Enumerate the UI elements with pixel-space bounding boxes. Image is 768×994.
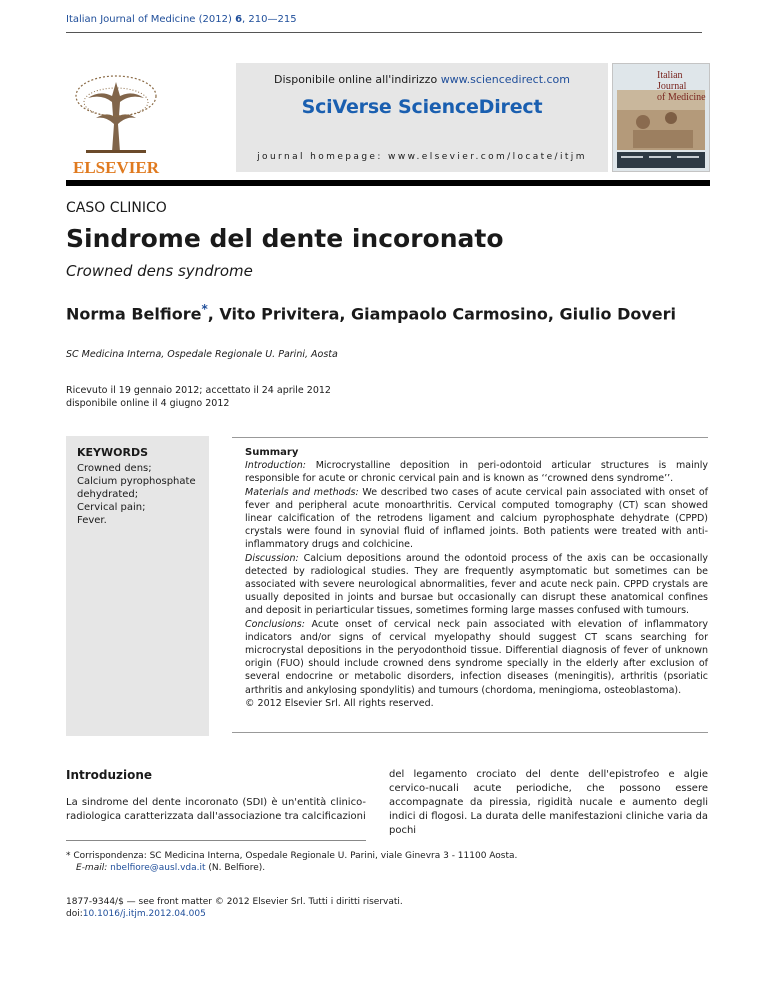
availability-line — [236, 73, 608, 86]
citation-pages: , 210—215 — [242, 14, 297, 25]
abstract-discussion-label: Discussion: — [245, 552, 299, 564]
email-suffix: (N. Belfiore). — [205, 863, 266, 873]
email-line — [66, 862, 706, 874]
cover-title — [657, 70, 707, 103]
sciencedirect-banner — [236, 63, 608, 172]
elsevier-wordmark: ELSEVIER — [73, 158, 159, 176]
abstract-methods-text: We described two cases of acute cervical pain associated with onset of fever and peripheral acute monoarthritis. Cervical computed tomography (CT) scan showed linear calcification of the retrodens ligament and calcium pyrophosphate dehydrate (CPPD) crystals were found in synovial fluid of inflamed joints. Both patients were treated with anti-inflammatory drugs and colchicine. — [245, 486, 709, 551]
email-link[interactable]: nbelfiore@ausl.vda.it — [110, 863, 206, 873]
keyword-item: Cervical pain; — [77, 502, 146, 513]
legal-info — [66, 896, 403, 920]
abstract-methods — [245, 486, 708, 552]
journal-citation[interactable] — [66, 14, 297, 25]
keyword-item: Calcium pyrophosphate — [77, 476, 196, 487]
keywords-heading: KEYWORDS — [77, 446, 149, 459]
issn-line: 1877-9344/$ — see front matter © 2012 Elsevier Srl. Tutti i diritti riservati. — [66, 897, 403, 907]
article-subtitle: Crowned dens syndrome — [66, 262, 253, 280]
keyword-item: dehydrated; — [77, 489, 139, 500]
doi-prefix: doi: — [66, 909, 83, 919]
elsevier-logo — [66, 72, 166, 176]
article-section-label: CASO CLINICO — [66, 200, 167, 216]
doi-line — [66, 908, 403, 920]
availability-prefix: Disponibile online all'indirizzo — [273, 73, 441, 86]
author-list — [66, 302, 676, 323]
article-dates — [66, 384, 331, 410]
received-date: Ricevuto il 19 gennaio 2012; accettato il 24 aprile 2012 — [66, 385, 331, 396]
abstract-discussion-text: Calcium depositions around the odontoid process of the axis can be occasionally detected by radiological studies. They are frequently asymptomatic but sometimes can be associated with severe neurological abnormalities, fever and acute neck pain. CPPD crystals are usually deposited in joints and bursae but occasionally can disrupt these anatomical confines and deposit in periarticular tissues, sometimes forming large masses confused with tumours. — [245, 552, 708, 617]
abstract-conclusions-label: Conclusions: — [245, 618, 305, 630]
abstract-discussion — [245, 552, 708, 618]
keyword-item: Crowned dens; — [77, 463, 152, 474]
abstract-heading: Summary — [245, 447, 299, 458]
citation-volume: 6 — [235, 14, 243, 25]
body-paragraph: La sindrome del dente incoronato (SDI) è un'entità clinico-radiologica caratterizzata dall'associazione tra calcificazioni — [66, 797, 366, 822]
abstract-rule-bottom — [232, 732, 708, 733]
correspondence-line — [66, 850, 706, 862]
section-heading-introduzione: Introduzione — [66, 768, 153, 782]
abstract-copyright: © 2012 Elsevier Srl. All rights reserved. — [245, 697, 434, 709]
abstract-conclusions-text: Acute onset of cervical neck pain associated with elevation of inflammatory indicators and/or signs of cervical myelopathy should suggest CT scans searching for microcrystal depositions in the peryodonthoid tissue. Differential diagnosis of fever of unknown origin (FUO) should include crowned dens syndrome specially in the elderly after exclusion of several endocrine or metabolic disorders, infection diseases (meningitis), arthritis (psoriatic arthritis and ankylosing spondylitis) and tumours (chordoma, meningioma, osteoblastoma). — [245, 618, 708, 696]
body-right-column — [389, 768, 708, 838]
doi-link[interactable]: 10.1016/j.itjm.2012.04.005 — [82, 909, 206, 919]
article-title: Sindrome del dente incoronato — [66, 224, 504, 253]
abstract-introduction — [245, 459, 708, 485]
keywords-box — [66, 436, 209, 736]
email-label: E-mail: — [76, 863, 108, 873]
abstract-rule-top — [232, 437, 708, 438]
first-author: Norma Belfiore — [66, 304, 202, 324]
elsevier-tree-icon — [66, 72, 166, 176]
journal-homepage[interactable]: journal homepage: www.elsevier.com/locate/itjm — [257, 152, 587, 162]
header-rule — [66, 32, 702, 33]
other-authors: , Vito Privitera, Giampaolo Carmosino, Giulio Doveri — [207, 304, 676, 324]
correspondence-text: Corrispondenza: SC Medicina Interna, Ospedale Regionale U. Parini, viale Ginevra 3 - 11100 Aosta. — [70, 851, 518, 861]
correspondence-footnote — [66, 850, 706, 874]
footnote-mark: * — [66, 851, 71, 861]
corresponding-author-mark[interactable]: * — [201, 302, 208, 316]
cover-title-line1: Italian Journal — [657, 70, 687, 92]
online-date: disponibile online il 4 giugno 2012 — [66, 398, 230, 409]
citation-prefix: Italian Journal of Medicine (2012) — [66, 14, 236, 25]
body-paragraph: del legamento crociato del dente dell'epistrofeo e algie cervico-nucali acute periodiche, che possono essere accompagnate da piressia, rigidità nucale e aumento degli indici di flogosi. La durata delle manifestazioni cliniche varia da pochi — [389, 769, 708, 836]
abstract-conclusions — [245, 618, 708, 697]
footnote-rule — [66, 840, 366, 841]
sciencedirect-link[interactable]: www.sciencedirect.com — [440, 73, 570, 86]
header-thick-rule — [66, 180, 710, 186]
sciencedirect-brand[interactable]: SciVerse ScienceDirect — [301, 96, 543, 118]
abstract-intro-label: Introduction: — [245, 460, 306, 472]
keyword-item: Fever. — [77, 515, 107, 526]
journal-cover-thumbnail — [612, 63, 710, 172]
abstract — [245, 446, 708, 710]
abstract-intro-text: Microcrystalline deposition in peri-odontoid articular structures is mainly responsible for acute or chronic cervical pain and is known as ‘‘crowned dens syndrome’’. — [245, 460, 708, 485]
affiliation: SC Medicina Interna, Ospedale Regionale U. Parini, Aosta — [66, 349, 338, 360]
cover-title-line2: of Medicine — [657, 92, 706, 103]
body-left-column — [66, 768, 366, 824]
abstract-methods-label: Materials and methods: — [245, 486, 359, 498]
